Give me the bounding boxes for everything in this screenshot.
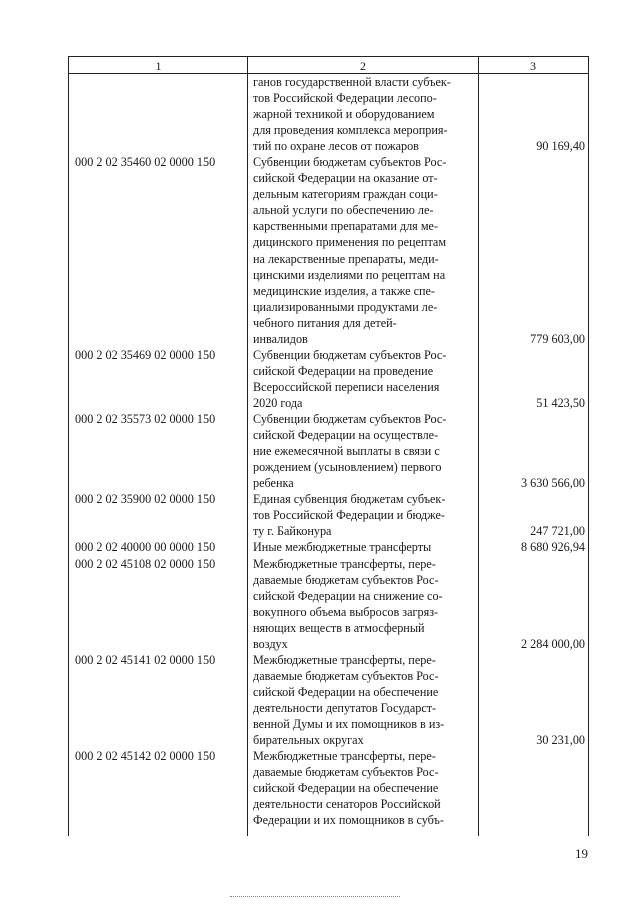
description-line: сийской Федерации на проведение <box>253 363 434 378</box>
description-line: циализированными продуктами ле- <box>253 299 438 314</box>
table-row <box>68 411 589 491</box>
amount-value: 90 169,40 <box>536 139 585 154</box>
budget-code: 000 2 02 35573 02 0000 150 <box>75 412 216 427</box>
footer-rule <box>230 896 400 897</box>
table-row <box>68 491 589 539</box>
table-row <box>68 74 589 154</box>
description-line: чебного питания для детей- <box>253 315 397 330</box>
description-line: сийской Федерации на обеспечение <box>253 781 439 796</box>
amount-value: 2 284 000,00 <box>521 636 585 651</box>
description-line: бирательных округах <box>253 733 364 748</box>
amount-value: 30 231,00 <box>536 733 585 748</box>
income-description <box>253 556 477 652</box>
description-line: цинскими изделиями по рецептам на <box>253 267 446 282</box>
description-line: Межбюджетные трансферты, пере- <box>253 749 436 764</box>
description-line: для проведения комплекса мероприя- <box>253 123 448 138</box>
description-line: дельным категориям граждан соци- <box>253 187 438 202</box>
description-line: сийской Федерации на осуществле- <box>253 428 439 443</box>
description-line: Единая субвенция бюджетам субъек- <box>253 492 446 507</box>
description-line: Субвенции бюджетам субъектов Рос- <box>253 347 447 362</box>
table-row <box>68 556 589 652</box>
budget-code: 000 2 02 35900 02 0000 150 <box>75 492 216 507</box>
description-line: Межбюджетные трансферты, пере- <box>253 652 436 667</box>
description-line: няющих веществ в атмосферный <box>253 620 425 635</box>
amount-value: 3 630 566,00 <box>521 476 585 491</box>
page-number: 19 <box>575 846 588 861</box>
budget-code: 000 2 02 45108 02 0000 150 <box>75 556 216 571</box>
description-line: воздух <box>253 636 288 651</box>
description-line: ребенка <box>253 476 294 491</box>
description-line: сийской Федерации на оказание от- <box>253 171 438 186</box>
description-line: ние ежемесячной выплаты в связи с <box>253 444 440 459</box>
amount-value: 247 721,00 <box>530 524 585 539</box>
income-description <box>253 154 477 347</box>
description-line: жарной техникой и оборудованием <box>253 107 435 122</box>
description-line: даваемые бюджетам субъектов Рос- <box>253 572 439 587</box>
description-line: Всероссийской переписи населения <box>253 379 440 394</box>
amount-value: 779 603,00 <box>530 331 585 346</box>
description-line: Межбюджетные трансферты, пере- <box>253 556 436 571</box>
table-row <box>68 539 589 555</box>
description-line: сийской Федерации на обеспечение <box>253 684 439 699</box>
budget-code: 000 2 02 35469 02 0000 150 <box>75 347 216 362</box>
budget-code: 000 2 02 40000 00 0000 150 <box>75 540 216 555</box>
description-line: карственными препаратами для ме- <box>253 219 439 234</box>
description-line: инвалидов <box>253 331 308 346</box>
budget-code: 000 2 02 45142 02 0000 150 <box>75 749 216 764</box>
description-line: вокупного объема выбросов загряз- <box>253 604 439 619</box>
description-line: тов Российской Федерации лесопо- <box>253 91 437 106</box>
table-row <box>68 652 589 748</box>
description-line: на лекарственные препараты, меди- <box>253 251 439 266</box>
income-description <box>253 491 477 539</box>
amount-value: 51 423,50 <box>536 395 585 410</box>
description-line: Федерации и их помощников в субъ- <box>253 813 444 828</box>
description-line: дицинского применения по рецептам <box>253 235 447 250</box>
column-header-3: 3 <box>530 59 536 73</box>
description-line: венной Думы и их помощников в из- <box>253 716 445 731</box>
description-line: Субвенции бюджетам субъектов Рос- <box>253 155 447 170</box>
column-header-1: 1 <box>155 59 162 73</box>
budget-code: 000 2 02 35460 02 0000 150 <box>75 155 216 170</box>
description-line: рождением (усыновлением) первого <box>253 460 442 475</box>
income-description <box>253 539 477 555</box>
description-line: медицинские изделия, а также спе- <box>253 283 435 298</box>
income-description <box>253 74 477 154</box>
table-top-border <box>68 56 589 57</box>
description-line: альной услуги по обеспечению ле- <box>253 203 434 218</box>
amount-value: 8 680 926,94 <box>521 540 585 555</box>
description-line: тов Российской Федерации и бюдже- <box>253 508 445 523</box>
description-line: Субвенции бюджетам субъектов Рос- <box>253 412 447 427</box>
table-row <box>68 748 589 828</box>
description-line: деятельности сенаторов Российской <box>253 797 441 812</box>
description-line: даваемые бюджетам субъектов Рос- <box>253 668 439 683</box>
description-line: даваемые бюджетам субъектов Рос- <box>253 765 439 780</box>
income-description <box>253 411 477 491</box>
description-line: тий по охране лесов от пожаров <box>253 139 419 154</box>
description-line: деятельности депутатов Государст- <box>253 700 437 715</box>
description-line: ту г. Байконура <box>253 524 332 539</box>
column-header-2: 2 <box>360 59 366 73</box>
description-line: 2020 года <box>253 395 303 410</box>
description-line: сийской Федерации на снижение со- <box>253 588 443 603</box>
income-description <box>253 748 477 828</box>
description-line: Иные межбюджетные трансферты <box>253 540 432 555</box>
income-description <box>253 347 477 411</box>
budget-code: 000 2 02 45141 02 0000 150 <box>75 652 216 667</box>
income-description <box>253 652 477 748</box>
table-row <box>68 347 589 411</box>
description-line: ганов государственной власти субъек- <box>253 75 451 89</box>
table-row <box>68 154 589 347</box>
